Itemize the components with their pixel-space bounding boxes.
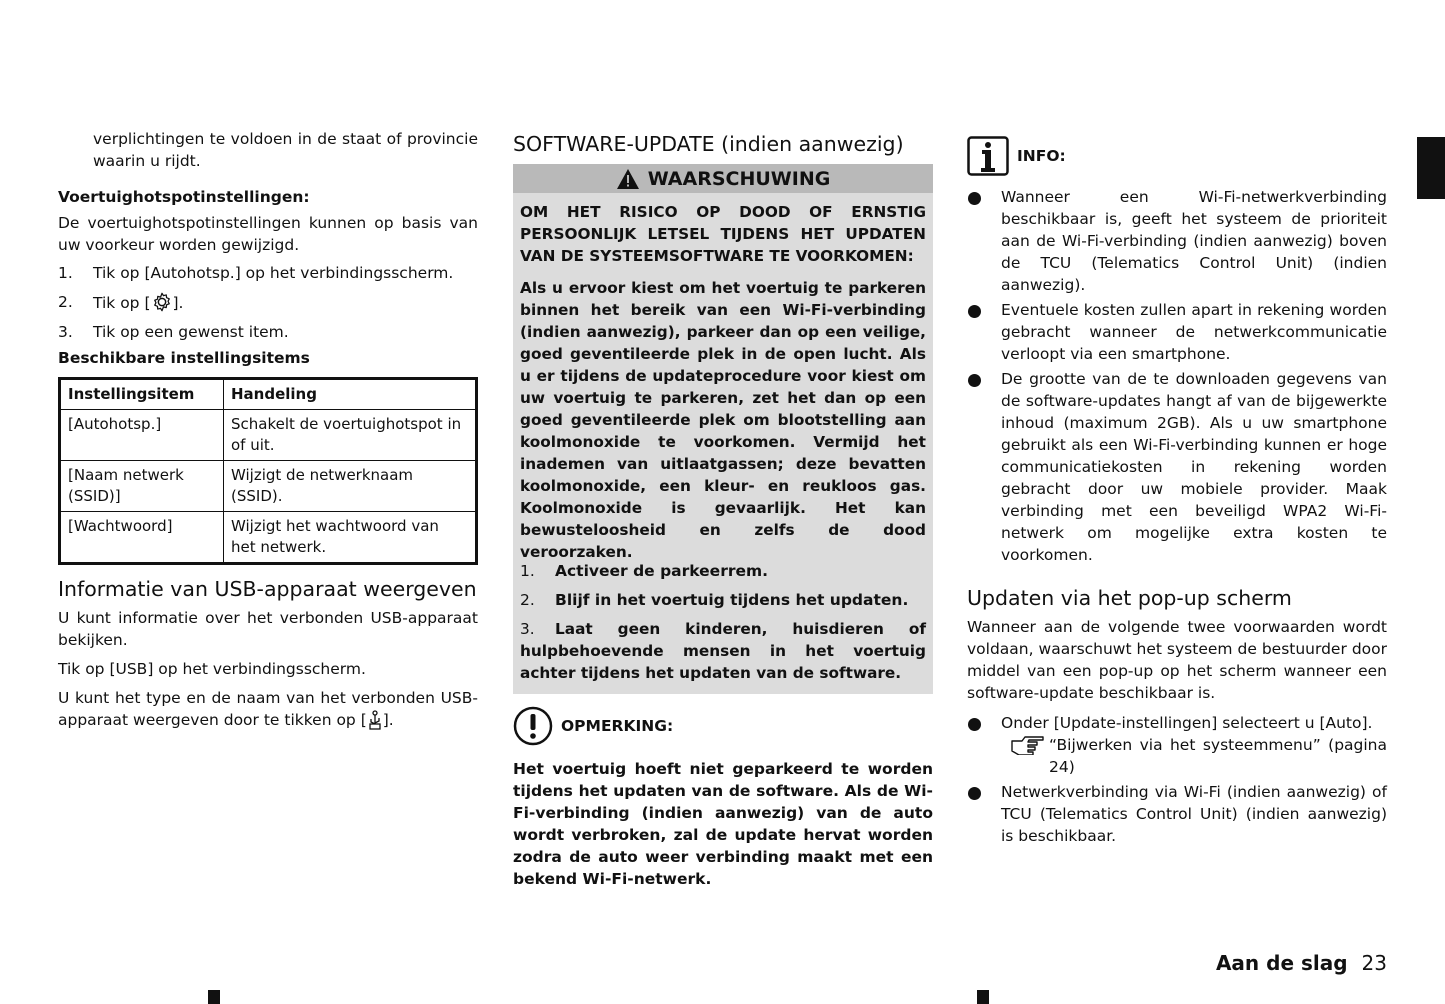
info-header xyxy=(967,136,1387,176)
items-heading: Beschikbare instellingsitems xyxy=(58,349,310,367)
info-bullet-3: De grootte van de te downloaden gegevens van de software-updates hangt af van de bijgewerkte inhoud (maximum 2GB). Als u uw smartphone gebruikt als een Wi-Fi-verbinding kunnen er hoge communicatiekosten in rekening worden gebracht door uw mobiele provider. Maak verbinding met een beveiligd WPA2 Wi-Fi-netwerk om mogelijke extra kosten te voorkomen. xyxy=(967,368,1387,566)
popup-bullet-1: Onder [Update-instellingen] selecteert u [Auto]. xyxy=(967,712,1387,734)
bullet-icon xyxy=(967,299,1001,365)
table-header-row xyxy=(60,379,477,410)
usb-info-icon xyxy=(367,710,383,730)
continued-text: verplichtingen te voldoen in de staat of provincie waarin u rijdt. xyxy=(93,130,478,170)
table-header-action: Handeling xyxy=(224,379,477,410)
popup-section-title: Updaten via het pop-up scherm xyxy=(967,586,1292,610)
warning-body-text: Als u ervoor kiest om het voertuig te parkeren binnen het bereik van een Wi-Fi-verbinding (indien aanwezig), parkeer dan op een veilige, goed geventileerde plek in de open lucht. Als u er tijdens de updateprocedure voor kiest om uw voertuig te parkeren, zet het dan op een goed geventileerde plek om blootstelling aan koolmonoxide te voorkomen. Vermijd het inademen van uitlaatgassen; deze bevatten koolmonoxide, een kleur- en reukloos gas. Koolmonoxide is gevaarlijk. Het kan bewusteloosheid en zelfs de dood veroorzaken. xyxy=(520,279,926,561)
info-bullet-1: Wanneer een Wi-Fi-netwerkverbinding beschikbaar is, geeft het systeem de prioriteit aan de Wi-Fi-verbinding (indien aanwezig) boven de TCU (Telematics Control Unit) (indien aanwezig). xyxy=(967,186,1387,296)
hotspot-heading: Voertuighotspotinstellingen: xyxy=(58,188,310,206)
table-row: [Autohotsp.] Schakelt de voertuighotspot in of uit. xyxy=(60,410,477,461)
bullet-icon xyxy=(967,186,1001,296)
page-footer xyxy=(1216,950,1387,976)
cross-reference[interactable] xyxy=(967,734,1387,778)
table-header-item: Instellingsitem xyxy=(60,379,224,410)
info-label: INFO: xyxy=(1017,147,1066,165)
note-header xyxy=(513,706,933,746)
section-thumb-tab xyxy=(1417,137,1445,199)
usb-paragraph-2: Tik op [USB] op het verbindingsscherm. xyxy=(58,660,366,678)
popup-bullets xyxy=(967,712,1387,734)
hotspot-steps xyxy=(58,262,478,343)
step-2: 2. Tik op [ ]. xyxy=(58,293,184,312)
info-bullets xyxy=(967,186,1387,566)
usb-paragraph-3: U kunt het type en de naam van het verbonden USB-apparaat weergeven door te tikken op [ ]. xyxy=(58,689,478,729)
step-3: 3. Tik op een gewenst item. xyxy=(58,323,289,341)
left-column xyxy=(58,128,478,731)
warning-header xyxy=(513,164,933,193)
popup-bullet-2: Netwerkverbinding via Wi-Fi (indien aanwezig) of TCU (Telematics Control Unit) (indien aanwezig) is beschikbaar. xyxy=(967,781,1387,847)
step-1: 1. Tik op [Autohotsp.] op het verbindingsscherm. xyxy=(58,264,454,282)
warning-step-1: 1. Activeer de parkeerrem. xyxy=(520,562,769,580)
info-bullet-2: Eventuele kosten zullen apart in rekening worden gebracht wanneer de netwerkcommunicatie verloopt via een smartphone. xyxy=(967,299,1387,365)
crop-mark-left xyxy=(208,990,220,1004)
cross-reference-text: “Bijwerken via het systeemmenu” (pagina 24) xyxy=(1049,736,1387,776)
right-column xyxy=(967,128,1387,847)
page-number: 23 xyxy=(1361,951,1387,975)
table-row: [Naam netwerk (SSID)] Wijzigt de netwerknaam (SSID). xyxy=(60,461,477,512)
info-icon xyxy=(967,136,1009,176)
popup-text: Wanneer aan de volgende twee voorwaarden wordt voldaan, waarschuwt het systeem de bestuurder door middel van een pop-up op het scherm wanneer een software-update beschikbaar is. xyxy=(967,618,1387,702)
usb-section-title: Informatie van USB-apparaat weergeven xyxy=(58,577,477,601)
warning-steps xyxy=(520,560,926,684)
middle-column xyxy=(513,128,933,890)
warning-caps-text: OM HET RISICO OP DOOD OF ERNSTIG PERSOONLIJK LETSEL TIJDENS HET UPDATEN VAN DE SYSTEEMSOFTWARE TE VOORKOMEN: xyxy=(520,203,926,265)
pointing-hand-icon xyxy=(1011,735,1045,755)
footer-section-title: Aan de slag xyxy=(1215,951,1348,975)
warning-box xyxy=(513,164,933,694)
gear-icon xyxy=(151,291,173,313)
note-text: Het voertuig hoeft niet geparkeerd te worden tijdens het updaten van de software. Als de Wi-Fi-verbinding (indien aanwezig) van de auto wordt verbroken, zal de update hervat worden zodra de auto weer verbinding maakt met een bekend Wi-Fi-netwerk. xyxy=(513,760,933,888)
usb-paragraph-1: U kunt informatie over het verbonden USB-apparaat bekijken. xyxy=(58,609,478,649)
crop-mark-right xyxy=(977,990,989,1004)
settings-table xyxy=(58,377,478,565)
bullet-icon xyxy=(967,368,1001,566)
bullet-icon xyxy=(967,781,1001,847)
warning-step-2: 2. Blijf in het voertuig tijdens het updaten. xyxy=(520,591,909,609)
hotspot-text: De voertuighotspotinstellingen kunnen op basis van uw voorkeur worden gewijzigd. xyxy=(58,214,478,254)
bullet-icon xyxy=(967,712,1001,734)
table-row: [Wachtwoord] Wijzigt het wachtwoord van het netwerk. xyxy=(60,512,477,564)
warning-step-3: 3. Laat geen kinderen, huisdieren of hulpbehoevende mensen in het voertuig achter tijdens het updaten van de software. xyxy=(520,620,926,682)
warning-triangle-icon xyxy=(616,168,640,190)
software-update-title: SOFTWARE-UPDATE (indien aanwezig) xyxy=(513,132,904,156)
warning-label: WAARSCHUWING xyxy=(647,167,831,190)
note-label: OPMERKING: xyxy=(561,717,674,735)
popup-bullets-2 xyxy=(967,781,1387,847)
exclamation-circle-icon xyxy=(513,706,553,746)
